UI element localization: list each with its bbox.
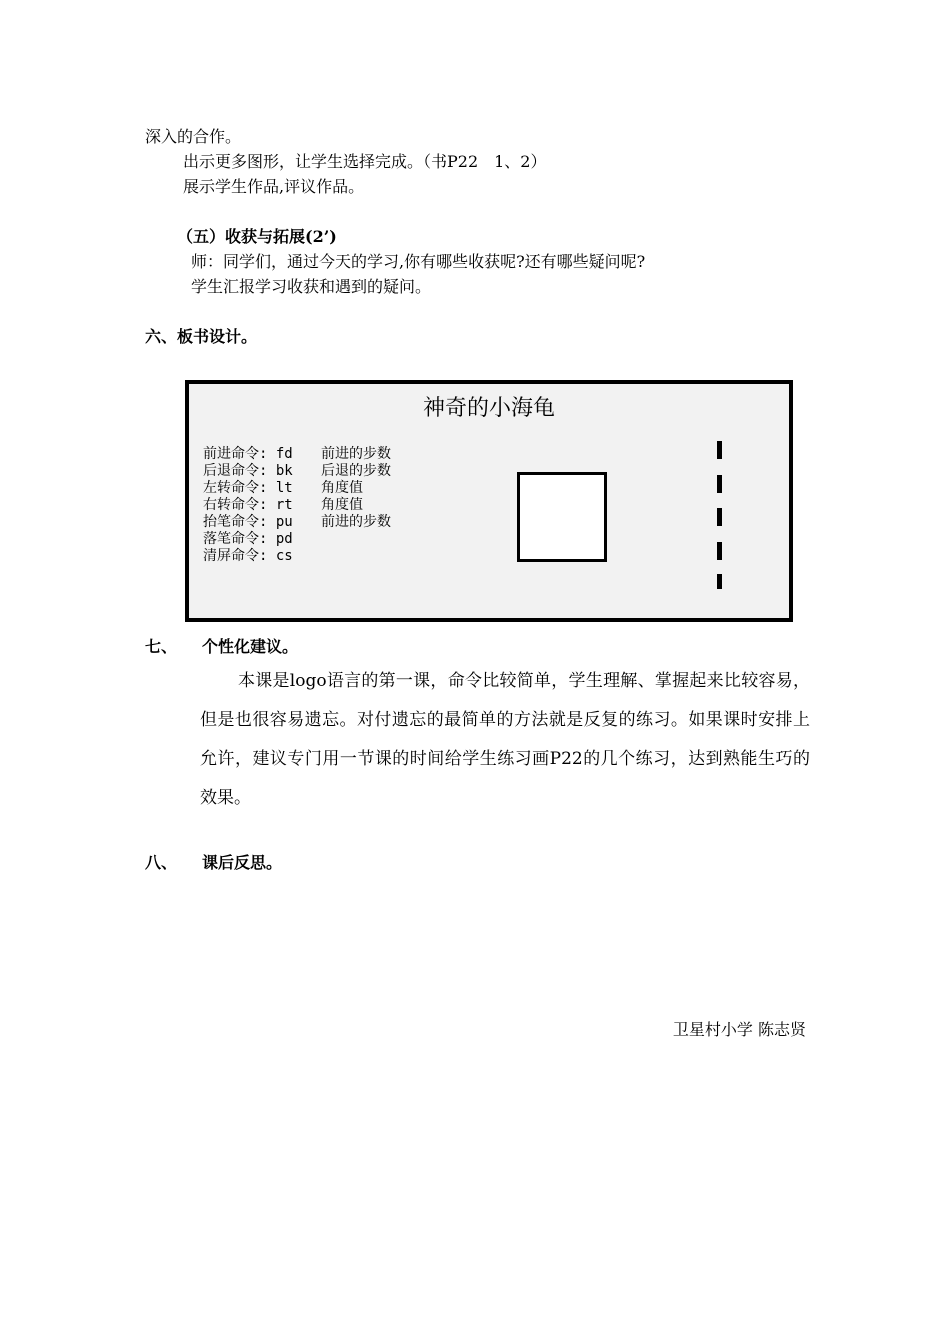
command-row xyxy=(203,463,391,479)
command-desc: 角度值 xyxy=(321,480,363,496)
text-line: 学生汇报学习收获和遇到的疑问。 xyxy=(191,277,432,296)
dashed-line-segment xyxy=(717,475,722,493)
command-row xyxy=(203,497,363,513)
dashed-line-segment xyxy=(717,542,722,560)
section-7-number: 七、 xyxy=(145,637,178,656)
command-desc: 前进的步数 xyxy=(321,446,391,462)
blackboard-design xyxy=(185,380,793,622)
command-name: 前进命令: fd xyxy=(203,446,293,462)
board-title: 神奇的小海龟 xyxy=(422,396,555,421)
command-name: 后退命令: bk xyxy=(203,463,293,479)
section-7-heading: 个性化建议。 xyxy=(202,637,299,656)
text-line: 展示学生作品,评议作品。 xyxy=(183,177,365,196)
dashed-line-segment xyxy=(717,508,722,526)
section-8-number: 八、 xyxy=(145,853,178,872)
command-desc: 角度值 xyxy=(321,497,363,513)
command-name: 落笔命令: pd xyxy=(203,531,293,547)
command-desc: 后退的步数 xyxy=(321,463,391,479)
command-desc: 前进的步数 xyxy=(321,514,391,530)
command-name: 左转命令: lt xyxy=(203,480,293,496)
section-7-paragraph: 本课是logo语言的第一课，命令比较简单，学生理解、掌握起来比较容易，但是也很容易遗忘。对付遗忘的最简单的方法就是反复的练习。如果课时安排上允许，建议专门用一节课的时间给学生练习画P22的几个练习，达到熟能生巧的效果。 xyxy=(200,671,810,808)
section-8-heading: 课后反思。 xyxy=(202,853,283,872)
command-name: 清屏命令: cs xyxy=(203,548,293,564)
command-row xyxy=(203,480,363,496)
command-row xyxy=(203,548,321,564)
command-name: 右转命令: rt xyxy=(203,497,293,513)
text-line: 师：同学们，通过今天的学习,你有哪些收获呢?还有哪些疑问呢? xyxy=(191,252,646,271)
command-row xyxy=(203,446,391,462)
author-signature: 卫星村小学 陈志贤 xyxy=(672,1020,806,1039)
text-line: 深入的合作。 xyxy=(145,127,242,146)
command-row xyxy=(203,514,391,530)
command-name: 抬笔命令: pu xyxy=(203,514,293,530)
square-drawing xyxy=(517,472,607,562)
dashed-line-segment xyxy=(717,441,722,459)
dashed-line-segment xyxy=(717,574,722,589)
text-line: 出示更多图形，让学生选择完成。（书P22 1、2） xyxy=(183,152,547,171)
section-6-heading: 六、板书设计。 xyxy=(145,327,258,346)
command-row xyxy=(203,531,321,547)
section-5-heading: （五）收获与拓展(2’) xyxy=(177,227,337,246)
